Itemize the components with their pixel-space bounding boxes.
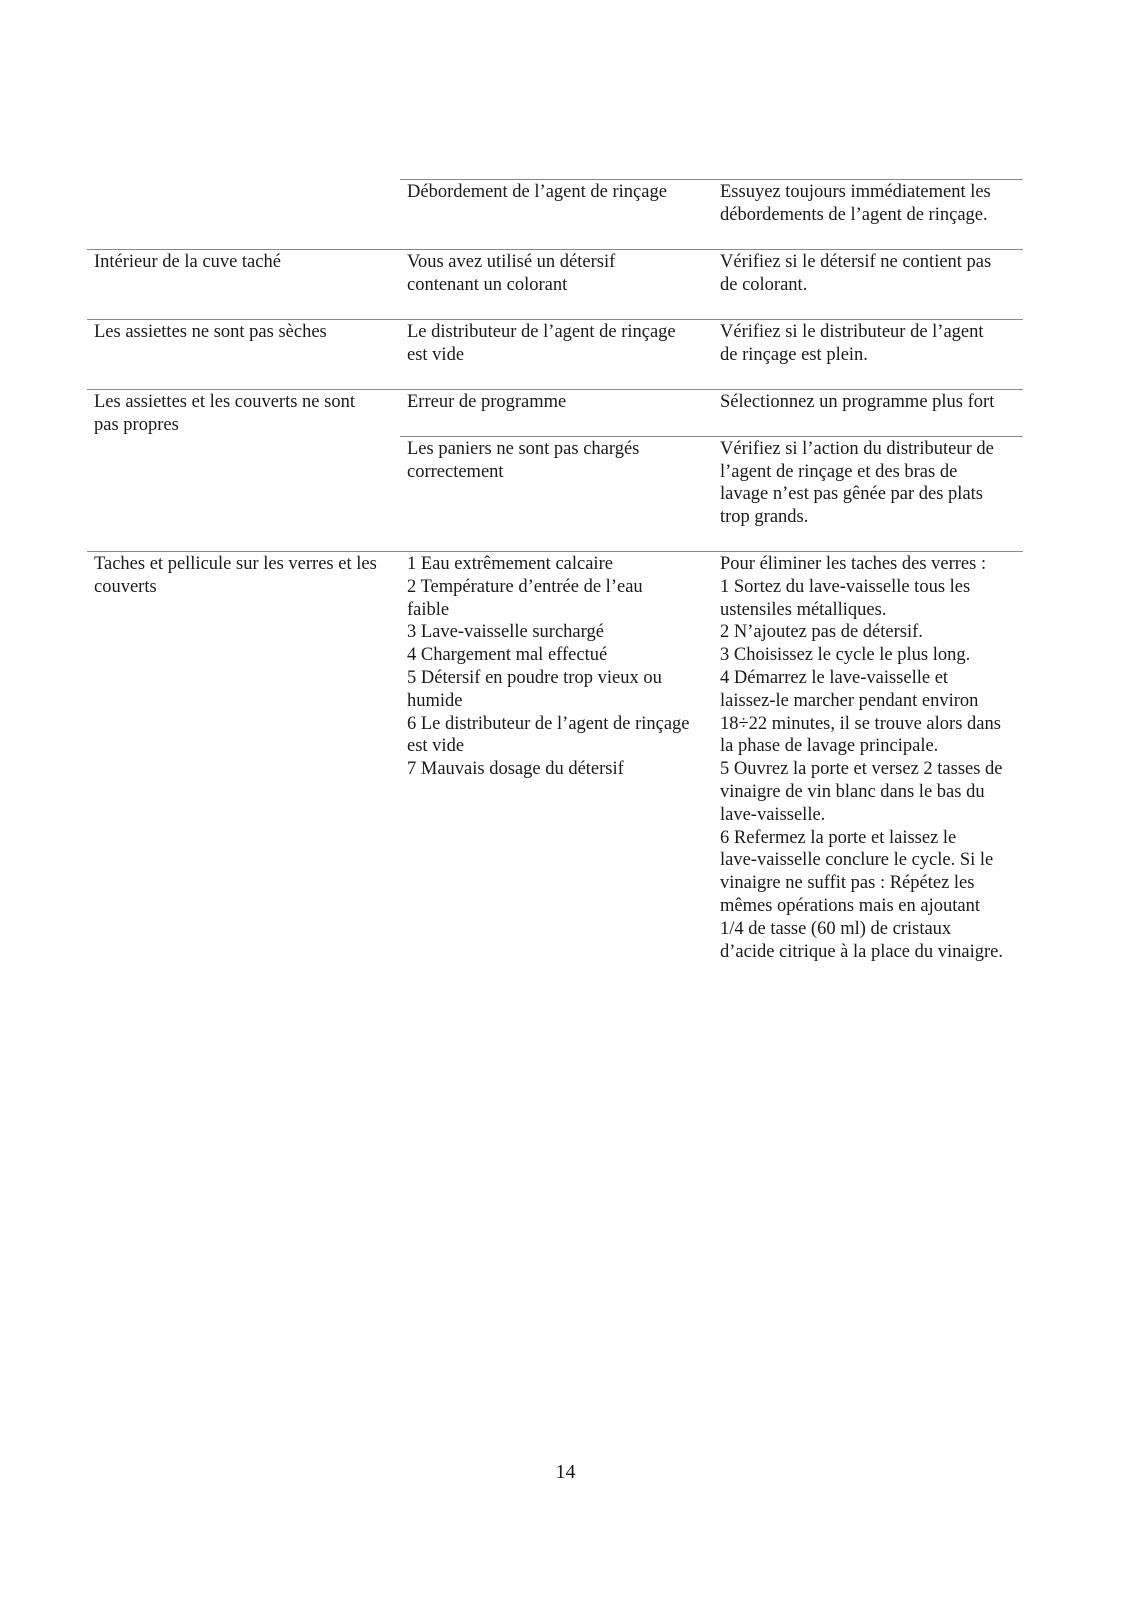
solution-cell-line: lavage n’est pas gênée par des plats: [720, 484, 984, 505]
solution-cell-line: 2 N’ajoutez pas de détersif.: [720, 622, 923, 643]
cause-cell-line: 4 Chargement mal effectué: [407, 645, 608, 666]
cause-cell-line: humide: [407, 690, 463, 711]
solution-cell-line: ustensiles métalliques.: [720, 599, 887, 620]
cause-cell-line: faible: [407, 599, 450, 620]
solution-cell: [720, 553, 1003, 963]
solution-cell-line: de colorant.: [720, 274, 808, 295]
solution-cell-line: la phase de lavage principale.: [720, 736, 939, 757]
page-number: 14: [555, 1461, 576, 1483]
solution-cell-line: lave-vaisselle.: [720, 804, 826, 825]
solution-cell-line: Vérifiez si le distributeur de l’agent: [720, 322, 984, 342]
solution-cell: [720, 251, 991, 297]
cause-cell: [407, 181, 667, 204]
solution-cell-line: Essuyez toujours immédiatement les: [720, 182, 991, 202]
solution-cell-line: mêmes opérations mais en ajoutant: [720, 895, 980, 916]
solution-cell-line: laissez-le marcher pendant environ: [720, 690, 979, 711]
problem-cell-line: Taches et pellicule sur les verres et les: [94, 554, 377, 574]
problem-cell-line: couverts: [94, 576, 157, 597]
cause-cell-line: est vide: [407, 736, 465, 757]
cause-cell-line: est vide: [407, 344, 465, 365]
problem-cell: [94, 391, 355, 437]
problem-cell-line: Les assiettes ne sont pas sèches: [94, 322, 327, 342]
solution-cell-line: 18÷22 minutes, il se trouve alors dans: [720, 713, 1001, 734]
cause-cell-line: 7 Mauvais dosage du détersif: [407, 759, 624, 780]
solution-cell-line: 3 Choisissez le cycle le plus long.: [720, 645, 971, 666]
solution-cell-line: débordements de l’agent de rinçage.: [720, 204, 988, 225]
solution-cell-line: lave-vaisselle conclure le cycle. Si le: [720, 850, 994, 871]
row-rule: [87, 249, 1023, 250]
cause-cell-line: Débordement de l’agent de rinçage: [407, 182, 667, 202]
solution-cell-line: Pour éliminer les taches des verres :: [720, 554, 987, 574]
solution-cell: [720, 321, 984, 367]
problem-cell: [94, 251, 281, 274]
cause-cell-line: 6 Le distributeur de l’agent de rinçage: [407, 713, 690, 734]
cause-cell: [407, 391, 566, 414]
cause-cell-line: Le distributeur de l’agent de rinçage: [407, 322, 676, 342]
cause-cell: [407, 321, 676, 367]
solution-cell-line: 4 Démarrez le lave-vaisselle et: [720, 667, 949, 688]
problem-cell-line: Intérieur de la cuve taché: [94, 252, 281, 272]
solution-cell-line: vinaigre de vin blanc dans le bas du: [720, 781, 985, 802]
solution-cell-line: 5 Ouvrez la porte et versez 2 tasses de: [720, 759, 1003, 780]
row-rule: [87, 319, 1023, 320]
row-rule: [87, 389, 1023, 390]
cause-cell-line: 1 Eau extrêmement calcaire: [407, 554, 613, 574]
solution-cell-line: 1/4 de tasse (60 ml) de cristaux: [720, 918, 952, 939]
cause-cell-line: 2 Température d’entrée de l’eau: [407, 576, 643, 597]
problem-cell: [94, 321, 327, 344]
problem-cell: [94, 553, 377, 599]
cause-cell-line: correctement: [407, 461, 504, 482]
solution-cell-line: vinaigre ne suffit pas : Répétez les: [720, 873, 975, 894]
cause-cell-line: 3 Lave-vaisselle surchargé: [407, 622, 604, 643]
solution-cell-line: de rinçage est plein.: [720, 344, 868, 365]
solution-cell-line: trop grands.: [720, 507, 809, 528]
cause-cell-line: Les paniers ne sont pas chargés: [407, 438, 640, 459]
cause-cell: [407, 438, 639, 484]
solution-cell: [720, 391, 994, 414]
solution-cell-line: 6 Refermez la porte et laissez le: [720, 827, 957, 848]
cause-cell-line: contenant un colorant: [407, 274, 568, 295]
solution-cell-line: l’agent de rinçage et des bras de: [720, 461, 958, 482]
solution-cell: [720, 438, 994, 529]
solution-cell-line: Sélectionnez un programme plus fort: [720, 392, 995, 412]
sub-row-rule: [400, 436, 1023, 437]
solution-cell-line: d’acide citrique à la place du vinaigre.: [720, 941, 1004, 962]
solution-cell-line: Vérifiez si le détersif ne contient pas: [720, 252, 992, 272]
row-rule: [87, 551, 1023, 552]
problem-cell-line: pas propres: [94, 414, 179, 435]
problem-cell-line: Les assiettes et les couverts ne sont: [94, 392, 355, 412]
cause-cell-line: 5 Détersif en poudre trop vieux ou: [407, 667, 662, 688]
row-rule: [400, 179, 1023, 180]
cause-cell: [407, 553, 690, 781]
cause-cell: [407, 251, 615, 297]
solution-cell-line: 1 Sortez du lave-vaisselle tous les: [720, 576, 971, 597]
cause-cell-line: Erreur de programme: [407, 392, 567, 412]
cause-cell-line: Vous avez utilisé un détersif: [407, 252, 616, 272]
solution-cell: [720, 181, 991, 227]
solution-cell-line: Vérifiez si l’action du distributeur de: [720, 438, 994, 459]
